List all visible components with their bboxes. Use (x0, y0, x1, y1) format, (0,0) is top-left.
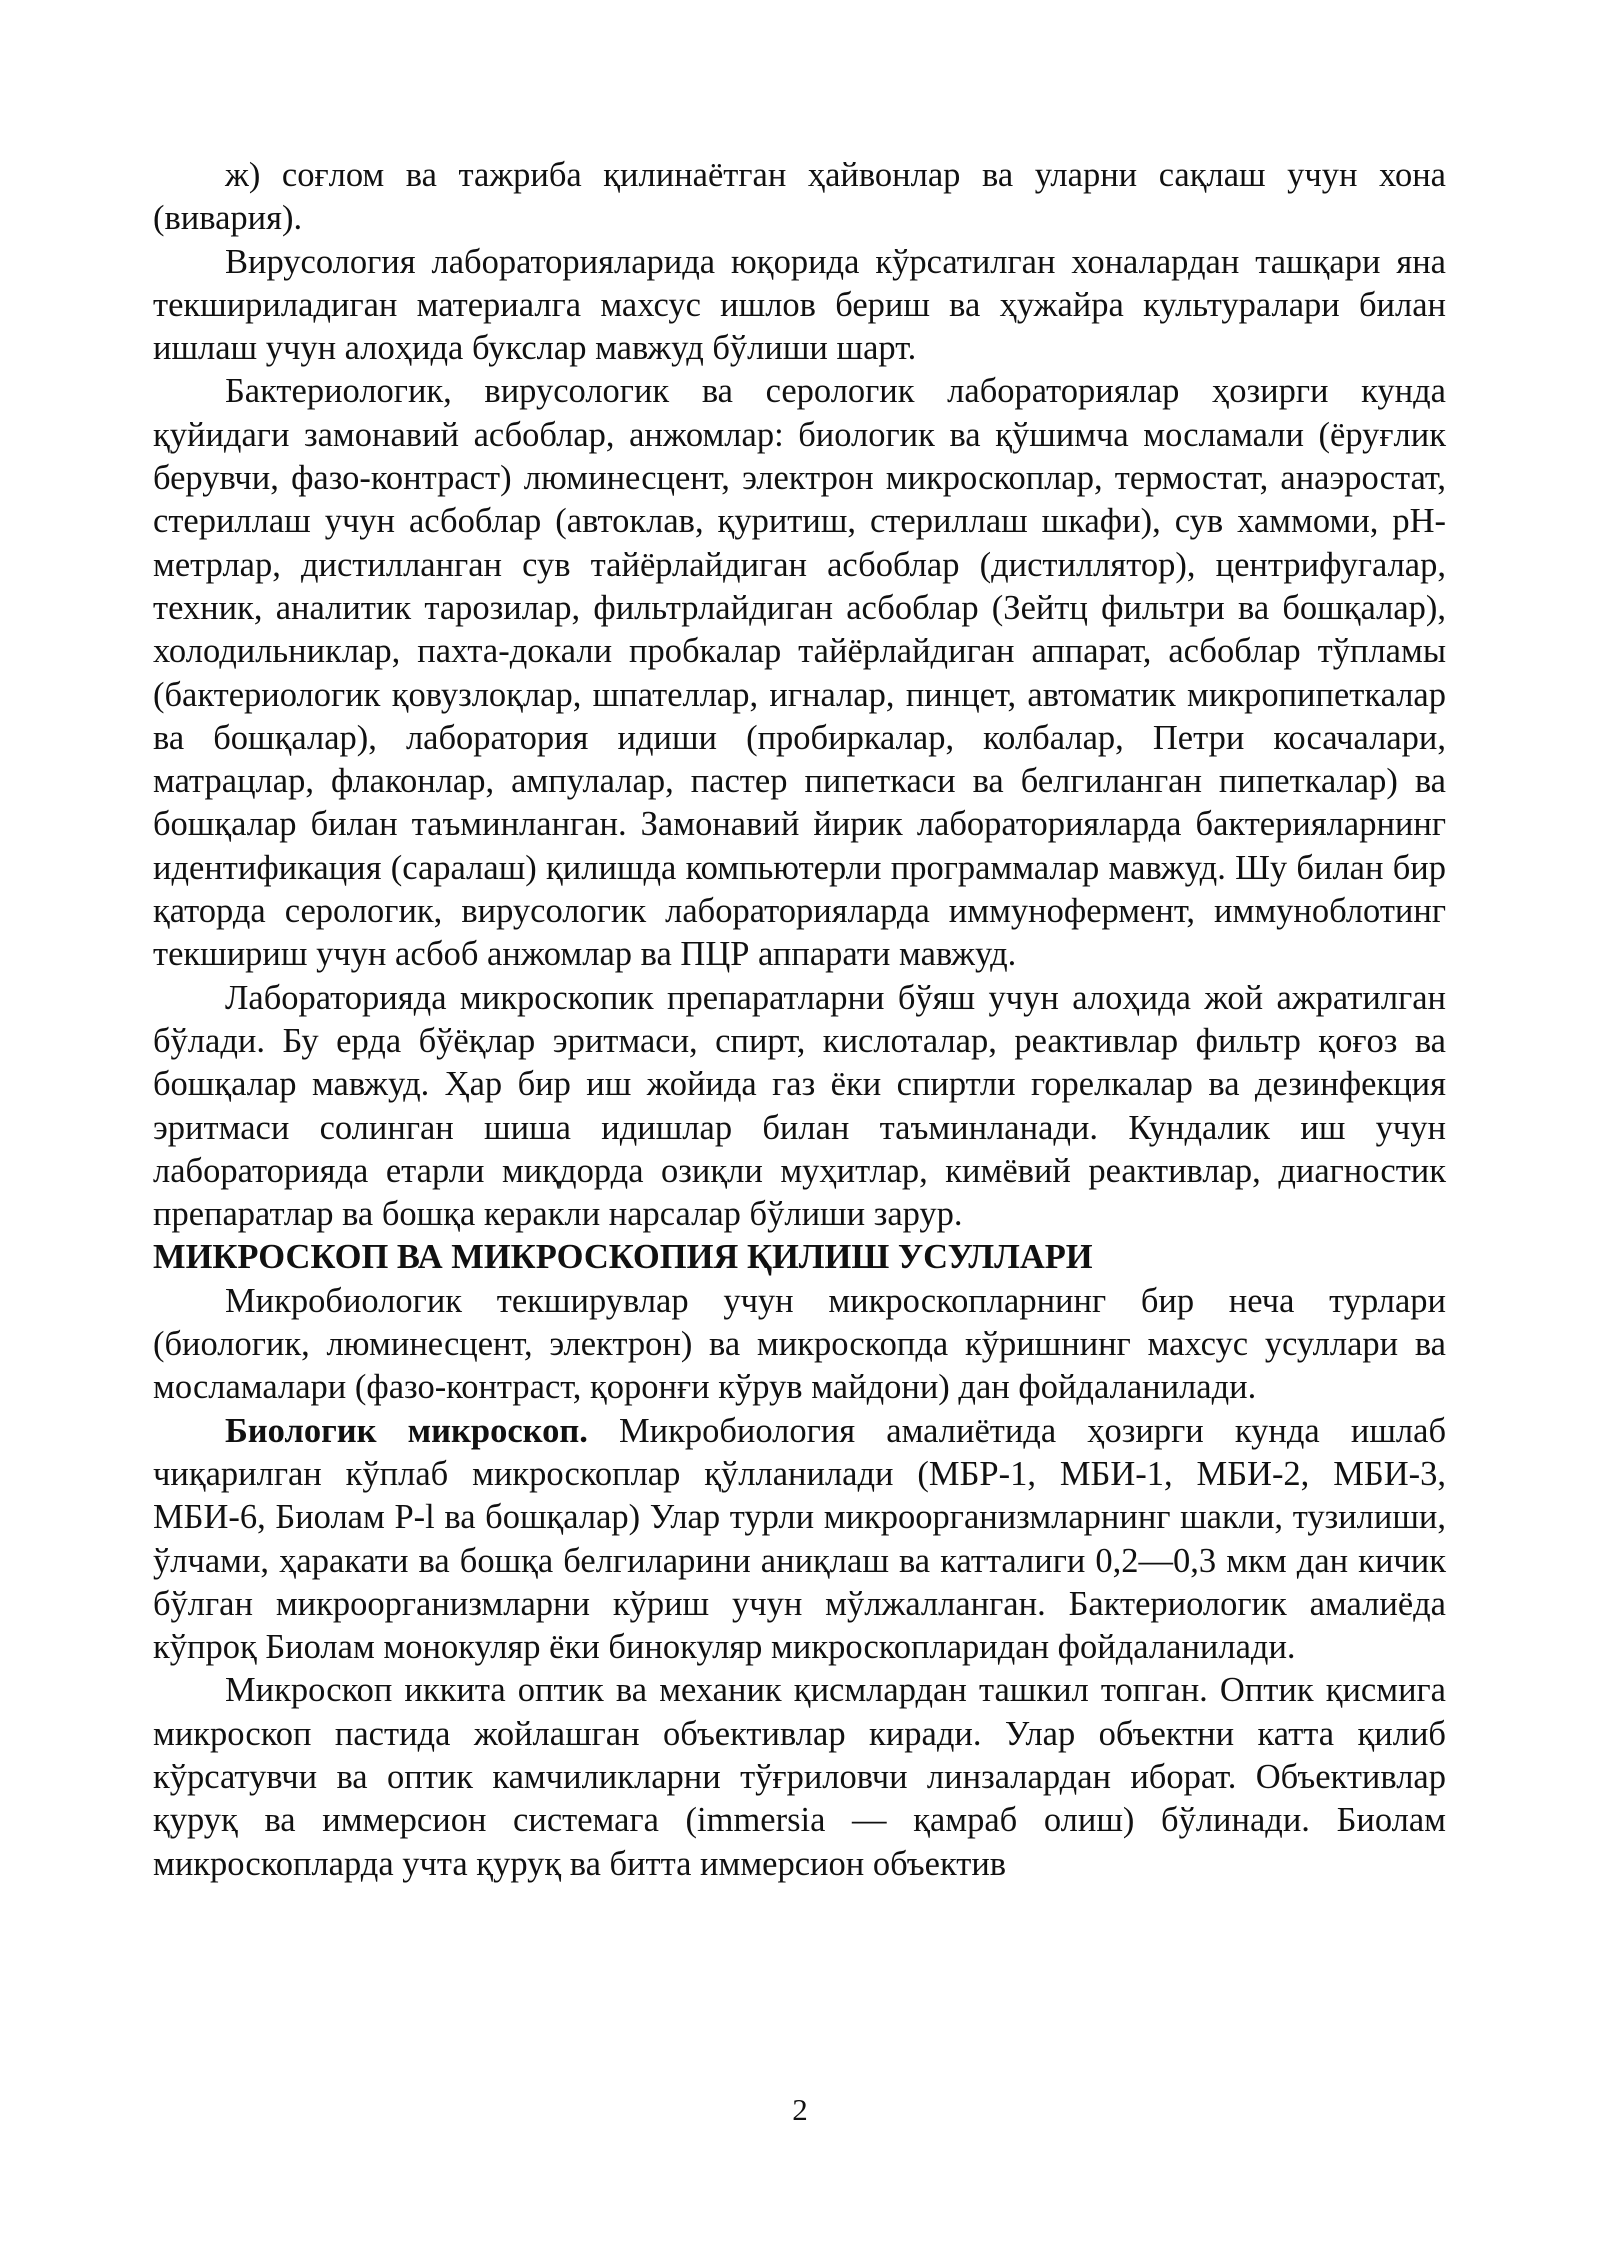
paragraph-staining-room: Лабораторияда микроскопик препаратларни бўяш учун алоҳида жой ажратилган бўлади. Бу ерда бўёқлар эритмаси, спирт, кислоталар, реактивлар фильтр қоғоз ва бошқалар мавжуд. Ҳар бир иш жойида газ ёки спиртли горелкалар ва дезинфекция эритмаси солинган шиша идишлар билан таъминланади. Кундалик иш учун лабораторияда етарли миқдорда озиқли муҳитлар, кимёвий реактивлар, диагностик препаратлар ва бошқа керакли нарсалар бўлиши зарур. (153, 978, 1446, 1234)
page-number: 2 (792, 2092, 808, 2127)
paragraph-microscope-parts: Микроскоп иккита оптик ва механик қисмлардан ташкил топган. Оптик қисмига микроскоп пастида жойлашган объективлар киради. Улар объектни катта қилиб кўрсатувчи ва оптик камчиликларни тўғриловчи линзалардан иборат. Объективлар қуруқ ва иммерсион системага (immersia — қамраб олиш) бўлинади. Биолам микроскопларда учта қуруқ ва битта иммерсион объектив (153, 1671, 1446, 1883)
paragraph-vivarium: ж) соғлом ва тажриба қилинаётган ҳайвонлар ва уларни сақлаш учун хона (вивария). (153, 156, 1446, 238)
section-heading: МИКРОСКОП ВА МИКРОСКОПИЯ ҚИЛИШ УСУЛЛАРИ (153, 1238, 1093, 1277)
paragraph-virology-labs: Вирусология лабораторияларида юқорида кўрсатилган хоналардан ташқари яна текшириладиган материалга махсус ишлов бериш ва ҳужайра культуралари билан ишлаш учун алоҳида букслар мавжуд бўлиши шарт. (153, 242, 1446, 368)
paragraph-lab-equipment: Бактериологик, вирусологик ва серологик лабораториялар ҳозирги кунда қуйидаги замонавий асбоблар, анжомлар: биологик ва қўшимча мосламали (ёруғлик берувчи, фазо-контраст) люминесцент, электрон микроскоплар, термостат, анаэростат, стериллаш учун асбоблар (автоклав, қуритиш, стериллаш шкафи), сув хаммоми, pH-метрлар, дистилланган сув тайёрлайдиган асбоблар (дистиллятор), центрифугалар, техник, аналитик тарозилар, фильтрлайдиган асбоблар (Зейтц фильтри ва бошқалар), холодильниклар, пахта-докали пробкалар тайёрлайдиган аппарат, асбоблар тўпламы (бактериологик қовузлоқлар, шпателлар, игналар, пинцет, автоматик микропипеткалар ва бошқалар), лаборатория идиши (пробиркалар, колбалар, Петри косачалари, матрацлар, флаконлар, ампулалар, пастер пипеткаси ва белгиланган пипеткалар) ва бошқалар билан таъминланган. Замонавий йирик лабораторияларда бактерияларнинг идентификация (саралаш) қилишда компьютерли программалар мавжуд. Шу билан бир қаторда серологик, вирусологик лабораторияларда иммунофермент, иммуноблотинг текшириш учун асбоб анжомлар ва ПЦР аппарати мавжуд. (153, 372, 1446, 974)
paragraph-microscope-types: Микробиологик текширувлар учун микроскопларнинг бир неча турлари (биологик, люминесцент, электрон) ва микроскопда кўришнинг махсус усуллари ва мосламалари (фазо-контраст, қоронғи кўрув майдони) дан фойдаланилади. (153, 1281, 1446, 1407)
document-page (153, 154, 1446, 1886)
paragraph-biological-microscope (153, 1410, 1446, 1670)
paragraph-body: Микробиология амалиётида ҳозирги кунда ишлаб чиқарилган кўплаб микроскоплар қўлланилади (МБР-1, МБИ-1, МБИ-2, МБИ-3, МБИ-6, Биолам Р-l ва бошқалар) Улар турли микроорганизмларнинг шакли, тузилиши, ўлчами, ҳаракати ва бошқа белгиларини аниқлаш ва катталиги 0,2—0,3 мкм дан кичик бўлган микроорганизмларни кўриш учун мўлжалланган. Бактериологик амалиёда кўпроқ Биолам монокуляр ёки бинокуляр микроскопларидан фойдаланилади. (153, 1411, 1446, 1667)
bold-lead: Биологик микроскоп. (225, 1411, 588, 1450)
